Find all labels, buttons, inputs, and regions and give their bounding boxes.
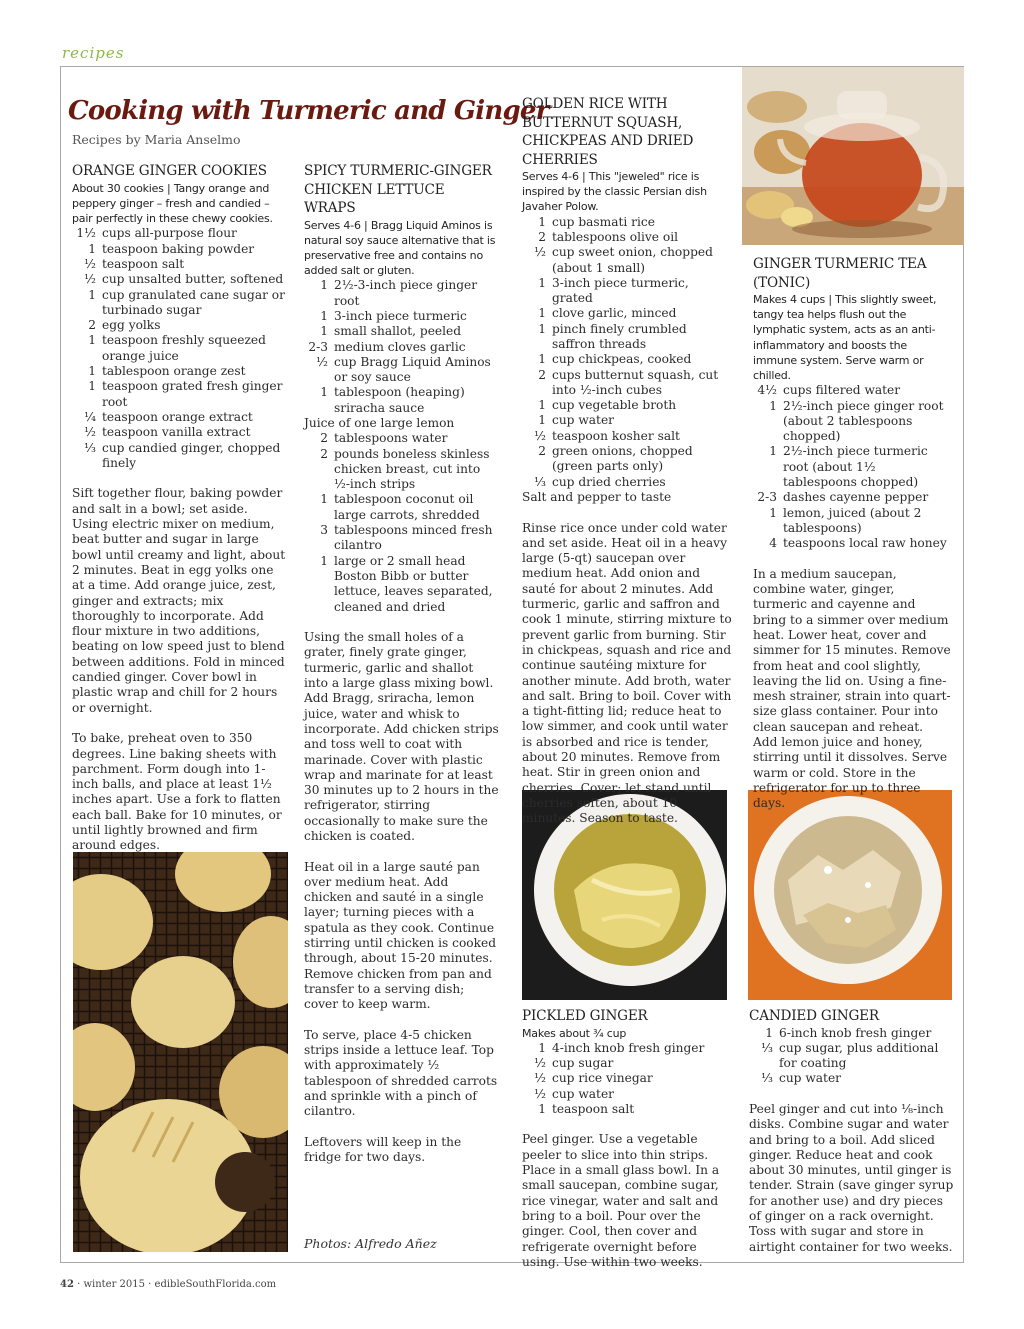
ingredient-text: teaspoon salt <box>102 257 185 271</box>
ingredient-text: teaspoon salt <box>552 1101 635 1116</box>
ingredient-text: cup sweet onion, chopped (about 1 small) <box>552 245 713 275</box>
ingredient-row <box>522 1041 732 1056</box>
ingredient-quantity: 1 <box>538 214 546 229</box>
ingredient-quantity: 2-3 <box>757 490 777 505</box>
ingredient-quantity: ½ <box>534 1086 546 1101</box>
ingredient-row <box>304 340 499 355</box>
ingredient-text: cups butternut squash, cut into ½-inch cubes <box>552 367 719 397</box>
ingredient-text: clove garlic, minced <box>552 306 677 321</box>
ingredient-row <box>522 429 732 444</box>
ingredient-quantity: 1 <box>538 352 546 367</box>
ingredient-quantity: ½ <box>534 1056 546 1070</box>
byline: Recipes by Maria Anselmo <box>72 132 241 147</box>
ingredient-row <box>72 364 287 379</box>
ingredient-row <box>304 278 499 309</box>
ingredient-text: tablespoons olive oil <box>552 229 679 244</box>
direction-paragraph: In a medium saucepan, combine water, ginger, turmeric and cayenne and bring to a simmer over medium heat. Lower heat, cover and simmer for 15 minutes. Remove from heat and cool slightly, leaving the lid on. Using a fine-mesh strainer, strain into quart-size glass container. Pour into clean saucepan and reheat. Add lemon juice and honey, stirring until it dissolves. Serve warm or cold. Store in the refrigerator for up to three days. <box>753 566 951 811</box>
ingredient-row <box>749 1071 954 1086</box>
recipe-title: SPICY TURMERIC-GINGER CHICKEN LETTUCE WRAPS <box>304 163 492 216</box>
ingredient-row <box>753 490 951 505</box>
ingredient-quantity: ⅓ <box>84 440 96 455</box>
ingredient-row <box>304 309 499 324</box>
ingredient-text: large or 2 small head Boston Bibb or butter lettuce, leaves separated, cleaned and dried <box>334 553 493 614</box>
column-3 <box>522 95 732 826</box>
ingredient-quantity: 2 <box>538 229 546 244</box>
page-footer <box>60 1279 276 1290</box>
ingredient-text: cup rice vinegar <box>552 1071 653 1086</box>
ingredient-quantity: ½ <box>84 257 96 271</box>
ingredient-text: cup granulated cane sugar or turbinado sugar <box>102 287 285 317</box>
ingredient-text: teaspoon orange extract <box>102 409 253 424</box>
ingredient-text: green onions, chopped (green parts only) <box>552 444 693 474</box>
ingredient-quantity: ⅓ <box>761 1071 773 1086</box>
ingredient-text: tablespoons water <box>334 431 448 446</box>
ingredient-row <box>753 444 951 490</box>
ingredient-quantity: ⅓ <box>534 474 546 489</box>
ingredient-quantity: 1 <box>538 306 546 321</box>
ingredient-text: cup unsalted butter, softened <box>102 272 284 287</box>
ingredient-quantity: 1 <box>538 413 546 428</box>
ingredient-text: 2½-inch piece ginger root (about 2 tablespoons chopped) <box>783 398 944 444</box>
candied-ginger-photo <box>748 790 952 1000</box>
ingredient-quantity: 1 <box>320 324 328 339</box>
cookies-illustration <box>73 852 288 1252</box>
ingredient-text: 3-inch piece turmeric <box>334 308 467 323</box>
ingredient-text: cup water <box>552 413 614 428</box>
ingredient-row <box>522 276 732 307</box>
ingredient-text: teaspoons local raw honey <box>783 536 947 551</box>
ingredient-text: egg yolks <box>102 318 161 333</box>
ingredient-text: medium cloves garlic <box>334 339 466 354</box>
column-2 <box>304 162 499 1166</box>
ingredient-row <box>522 215 732 230</box>
recipe-title: GOLDEN RICE WITH BUTTERNUT SQUASH, CHICKPEAS AND DRIED CHERRIES <box>522 96 694 168</box>
ingredient-text: dashes cayenne pepper <box>783 490 929 505</box>
ingredient-text: pounds boneless skinless chicken breast, cut into ½-inch strips <box>334 446 490 492</box>
tea-photo <box>742 67 964 245</box>
ingredient-text: tablespoon (heaping) sriracha sauce <box>334 385 465 415</box>
ingredient-row <box>522 475 732 490</box>
ingredient-row <box>72 441 287 472</box>
recipe-title: PICKLED GINGER <box>522 1008 648 1024</box>
ingredient-quantity: 1½ <box>76 226 96 241</box>
ingredient-quantity: 2 <box>320 446 328 461</box>
ingredient-row <box>522 306 732 321</box>
ingredient-quantity: 1 <box>320 385 328 400</box>
ingredient-text: tablespoon coconut oil large carrots, shredded <box>334 492 480 522</box>
recipe-rice <box>522 95 732 826</box>
direction-paragraph: To bake, preheat oven to 350 degrees. Line baking sheets with parchment. Form dough into 1-inch balls, and place at least 1½ inches apart. Use a fork to flatten each ball. Bake for 10 minutes, or until lightly browned and firm around edges. <box>72 731 282 853</box>
footer-text: · winter 2015 · edibleSouthFlorida.com <box>73 1279 277 1290</box>
ingredient-note: Salt and pepper to taste <box>522 489 672 504</box>
ingredient-row <box>304 324 499 339</box>
ingredient-row <box>304 554 499 615</box>
ingredient-row <box>304 431 499 446</box>
ingredient-row <box>72 226 287 241</box>
ingredient-quantity: 3 <box>320 523 328 538</box>
ingredient-quantity: 1 <box>769 505 777 520</box>
direction-paragraph: Peel ginger. Use a vegetable peeler to slice into thin strips. Place in a small glass bowl. In a small saucepan, combine sugar, rice vinegar, water and salt and bring to a boil. Pour over the ginger. Cool, then cover and refrigerate overnight before using. Use within two weeks. <box>522 1132 720 1269</box>
ingredient-quantity: 2 <box>88 318 96 333</box>
ingredient-quantity: ½ <box>84 425 96 440</box>
ingredient-text: cup Bragg Liquid Aminos or soy sauce <box>334 354 491 385</box>
ingredient-quantity: 2 <box>320 431 328 446</box>
direction-paragraph: To serve, place 4-5 chicken strips inside a lettuce leaf. Top with approximately ½ tablespoon of shredded carrots and sprinkle with a pinch of cilantro. <box>304 1027 498 1119</box>
ingredient-text: cup water <box>552 1086 614 1101</box>
recipe-title: ORANGE GINGER COOKIES <box>72 163 267 180</box>
ingredient-row <box>749 1041 954 1072</box>
recipe-tea <box>753 255 951 812</box>
ingredient-row <box>72 242 287 257</box>
ingredient-quantity: ½ <box>534 428 546 443</box>
recipe-title: CANDIED GINGER <box>749 1008 879 1024</box>
direction-paragraph: Using the small holes of a grater, finely grate ginger, turmeric, garlic and shallot into a large glass mixing bowl. Add Bragg, sriracha, lemon juice, water and whisk to incorporate. Add chicken strips and toss well to coat with marinade. Cover with plastic wrap and marinate for at least 30 minutes up to 2 hours in the refrigerator, stirring occasionally to make sure the chicken is coated. <box>304 630 499 843</box>
ingredient-row <box>72 272 287 287</box>
ingredient-row <box>304 523 499 554</box>
direction-paragraph: Peel ginger and cut into ⅛-inch disks. Combine sugar and water and bring to a boil. Add sliced ginger. Reduce heat and cook about 30 minutes, until ginger is tender. Strain (save ginger syrup for another use) and dry pieces of ginger on a rack overnight. Toss with sugar and store in airtight container for two weeks. <box>749 1101 954 1254</box>
ingredient-text: teaspoon baking powder <box>102 241 255 256</box>
ingredient-row <box>72 410 287 425</box>
column-6 <box>749 1007 954 1255</box>
ingredient-text: pinch finely crumbled saffron threads <box>552 321 687 351</box>
ingredient-quantity: 2 <box>538 367 546 382</box>
recipe-wraps <box>304 162 499 1166</box>
ingredient-row <box>522 245 732 276</box>
ingredient-text: teaspoon kosher salt <box>552 428 680 443</box>
ingredient-text: teaspoon vanilla extract <box>102 425 251 440</box>
page-number: 42 <box>60 1279 74 1290</box>
ingredient-quantity: 1 <box>320 308 328 323</box>
ingredient-quantity: 1 <box>769 398 777 413</box>
ingredient-row <box>522 1102 732 1117</box>
ingredient-row <box>72 288 287 319</box>
ingredient-row <box>753 536 951 551</box>
ingredient-row <box>304 355 499 386</box>
recipe-subtitle: About 30 cookies | Tangy orange and peppery ginger – fresh and candied – pair perfectly in these chewy cookies. <box>72 181 273 226</box>
ingredient-text: lemon, juiced (about 2 tablespoons) <box>783 505 922 535</box>
teapot-illustration <box>742 67 964 245</box>
ingredient-text: cup sugar <box>552 1056 614 1070</box>
ingredient-quantity: 1 <box>538 321 546 336</box>
ingredient-quantity: 4½ <box>757 383 777 398</box>
ingredient-text: teaspoon grated fresh ginger root <box>102 379 283 409</box>
recipe-subtitle: Makes about ¾ cup <box>522 1026 627 1040</box>
ingredient-quantity: ½ <box>316 354 328 369</box>
ingredient-quantity: ½ <box>534 1071 546 1086</box>
ingredient-quantity: ½ <box>84 272 96 287</box>
ingredient-quantity: 1 <box>538 1101 546 1116</box>
ingredient-text: cups all-purpose flour <box>102 226 237 241</box>
ingredient-quantity: ¼ <box>84 409 96 424</box>
ingredient-note: Juice of one large lemon <box>304 415 455 430</box>
ingredient-quantity: 1 <box>538 398 546 413</box>
ingredient-text: 3-inch piece turmeric, grated <box>552 275 689 306</box>
ingredient-row <box>522 368 732 399</box>
column-4 <box>753 255 951 812</box>
ingredient-row <box>522 352 732 367</box>
ingredient-quantity: ⅓ <box>761 1040 773 1055</box>
ingredient-quantity: 4 <box>769 536 777 551</box>
recipe-pickled <box>522 1007 732 1270</box>
ingredient-quantity: 1 <box>88 333 96 348</box>
ingredient-text: 4-inch knob fresh ginger <box>552 1040 705 1055</box>
ingredient-row <box>753 506 951 537</box>
ingredient-row <box>72 379 287 410</box>
ingredient-quantity: 1 <box>769 444 777 459</box>
ingredient-text: cup sugar, plus additional for coating <box>779 1040 939 1071</box>
ingredient-text: cup dried cherries <box>552 474 666 489</box>
ingredient-row <box>522 230 732 245</box>
recipe-subtitle: Makes 4 cups | This slightly sweet, tangy tea helps flush out the lymphatic system, acts as an anti-inflammatory and boosts the immune system. Serve warm or chilled. <box>753 293 937 383</box>
ingredient-row <box>522 1087 732 1102</box>
direction-paragraph: Heat oil in a large sauté pan over medium heat. Add chicken and sauté in a single layer; turning pieces with a spatula as they cook. Continue stirring until chicken is cooked through, about 15-20 minutes. Remove chicken from pan and transfer to a serving dish; cover to keep warm. <box>304 859 497 1012</box>
ingredient-row <box>522 1071 732 1086</box>
ingredient-row <box>753 383 951 398</box>
ingredient-quantity: 2 <box>538 444 546 459</box>
direction-paragraph: Leftovers will keep in the fridge for two days. <box>304 1134 462 1165</box>
ingredient-row <box>72 333 287 364</box>
ingredient-quantity: 1 <box>320 553 328 568</box>
recipe-candied <box>749 1007 954 1255</box>
ingredient-text: cup basmati rice <box>552 214 655 229</box>
recipe-subtitle: Serves 4-6 | This "jeweled" rice is inspired by the classic Persian dish Javaher Polow. <box>522 170 707 214</box>
ingredient-text: cup chickpeas, cooked <box>552 352 692 367</box>
ingredient-quantity: 1 <box>538 1040 546 1055</box>
ingredient-row <box>522 322 732 353</box>
ingredient-row <box>522 413 732 428</box>
ingredient-row <box>522 1056 732 1071</box>
ingredient-row <box>72 318 287 333</box>
ingredient-quantity: 1 <box>765 1025 773 1040</box>
candied-ginger-illustration <box>748 790 952 1000</box>
ingredient-quantity: 1 <box>88 364 96 379</box>
direction-paragraph: Sift together flour, baking powder and salt in a bowl; set aside. Using electric mixer on medium, beat butter and sugar in large bowl until creamy and light, about 2 minutes. Beat in egg yolks one at a time. Add orange juice, zest, ginger and extracts; mix thoroughly to incorporate. Add flour mixture in two additions, beating on low speed just to blend between additions. Fold in minced candied ginger. Cover bowl in plastic wrap and chill for 2 hours or overnight. <box>72 486 286 715</box>
photo-credit: Photos: Alfredo Añez <box>304 1236 437 1251</box>
ingredient-text: cup water <box>779 1071 841 1086</box>
ingredient-row <box>522 444 732 475</box>
ingredient-quantity: 1 <box>538 275 546 290</box>
ingredient-text: 2½-inch piece turmeric root (about 1½ tablespoons chopped) <box>783 444 928 489</box>
ingredient-text: teaspoon freshly squeezed orange juice <box>102 333 266 363</box>
main-title: Cooking with Turmeric and Ginger <box>68 96 549 126</box>
ingredient-row <box>753 399 951 445</box>
ingredient-text: cup candied ginger, chopped finely <box>102 440 281 470</box>
recipe-cookies <box>72 162 287 853</box>
ingredient-row <box>304 385 499 416</box>
ingredient-text: 6-inch knob fresh ginger <box>779 1025 932 1040</box>
ingredient-quantity: 1 <box>88 287 96 302</box>
ingredient-text: tablespoon orange zest <box>102 364 246 379</box>
recipe-subtitle: Serves 4-6 | Bragg Liquid Aminos is natural soy sauce alternative that is preservative free and contains no added salt or gluten. <box>304 218 496 278</box>
ingredient-quantity: 1 <box>88 379 96 394</box>
cookies-photo <box>73 852 288 1252</box>
ingredient-text: small shallot, peeled <box>334 324 462 339</box>
ingredient-row <box>304 492 499 523</box>
column-5 <box>522 1007 732 1270</box>
ingredient-quantity: 2-3 <box>308 339 328 354</box>
ingredient-text: 2½-3-inch piece ginger root <box>334 278 478 308</box>
ingredient-text: tablespoons minced fresh cilantro <box>334 523 493 553</box>
ingredient-text: cup vegetable broth <box>552 398 677 413</box>
ingredient-row <box>749 1026 954 1041</box>
ingredient-text: cups filtered water <box>783 383 901 398</box>
direction-paragraph: Rinse rice once under cold water and set aside. Heat oil in a heavy large (5-qt) saucepan over medium heat. Add onion and sauté for about 2 minutes. Add turmeric, garlic and saffron and cook 1 minute, stirring mixture to prevent garlic from burning. Stir in chickpeas, squash and rice and continue sautéing mixture for another minute. Add broth, water and salt. Bring to boil. Cover with a tight-fitting lid; reduce heat to low simmer, and cook until water is absorbed and rice is tender, about 20 minutes. Remove from heat. Stir in green onion and cherries. Cover; let stand until cherries soften, about 10 minutes. Season to taste. <box>522 520 732 826</box>
ingredient-row <box>304 447 499 493</box>
recipe-title: GINGER TURMERIC TEA (TONIC) <box>753 256 927 291</box>
ingredient-row <box>72 257 287 272</box>
ingredient-quantity: 1 <box>320 278 328 293</box>
ingredient-row <box>522 398 732 413</box>
ingredient-quantity: 1 <box>88 241 96 256</box>
section-label: recipes <box>62 44 125 62</box>
ingredient-quantity: ½ <box>534 245 546 260</box>
ingredient-row <box>72 425 287 440</box>
ingredient-quantity: 1 <box>320 492 328 507</box>
